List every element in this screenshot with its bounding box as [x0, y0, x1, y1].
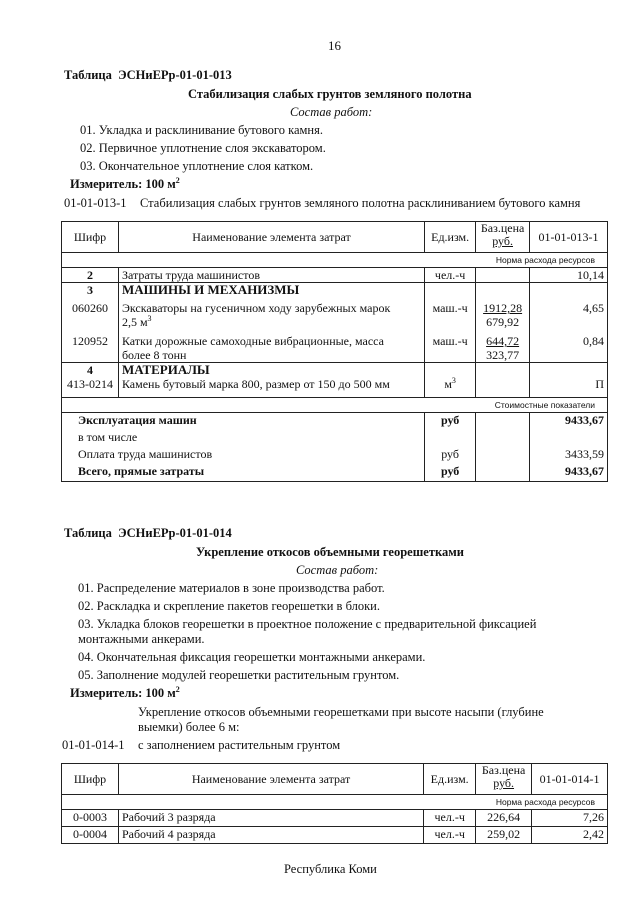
table1-item-code: 01-01-013-1 [64, 196, 127, 210]
row-price: 259,02 [476, 827, 532, 844]
row-name: Экскаваторы на гусеничном ходу зарубежных марок 2,5 $м^3$ [118, 297, 424, 329]
table2-work-heading: Состав работ: [296, 563, 379, 577]
table2-group-desc-1: Укрепление откосов объемными георешетками при высоте насыпи (глубине [138, 705, 544, 719]
row-name: МАШИНЫ И МЕХАНИЗМЫ [118, 283, 424, 298]
header-code: Шифр [62, 222, 119, 253]
header-unit: Ед.изм. [425, 222, 476, 253]
row-name: МАТЕРИАЛЫ [118, 363, 424, 378]
row-unit: чел.-ч [424, 810, 476, 827]
table2-group-desc-2: выемки) более 6 м: [138, 720, 240, 734]
row-code: 060260 [62, 297, 119, 329]
cost-unit: руб [425, 412, 476, 430]
cost-name: Оплата труда машинистов [62, 447, 425, 464]
table1 [61, 221, 608, 482]
table1-title: Стабилизация слабых грунтов земляного полотна [188, 87, 472, 101]
row-unit: маш.-ч [425, 329, 476, 363]
table2-work-5: 05. Заполнение модулей георешетки растительным грунтом. [78, 668, 400, 682]
table1-label: Таблица [64, 68, 112, 82]
row-code: 413-0214 [62, 377, 119, 397]
row-name: Катки дорожные самоходные вибрационные, масса более 8 тонн [118, 329, 424, 363]
table2-header-row [62, 764, 608, 795]
table-row [62, 810, 608, 827]
row-price: 644,72 323,77 [476, 329, 530, 363]
row-unit: маш.-ч [425, 297, 476, 329]
row-value: 2,42 [532, 827, 608, 844]
header-unit: Ед.изм. [424, 764, 476, 795]
cost-name: Всего, прямые затраты [62, 464, 425, 481]
cost-unit: руб [425, 447, 476, 464]
row-code: 0-0003 [62, 810, 119, 827]
cost-value: 9433,67 [530, 464, 608, 481]
table1-work-3: 03. Окончательное уплотнение слоя катком. [80, 159, 314, 173]
table-row [62, 329, 608, 363]
row-code: 4 [62, 363, 119, 378]
cost-row [62, 464, 608, 481]
footer-region: Республика Коми [284, 862, 377, 876]
cost-name: в том числе [62, 430, 425, 447]
table1-item-desc: Стабилизация слабых грунтов земляного полотна расклиниванием бутового камня [140, 196, 581, 210]
page-number: 16 [328, 38, 341, 53]
header-code: Шифр [62, 764, 119, 795]
cost-row [62, 412, 608, 430]
cost-row [62, 430, 608, 447]
row-code: 3 [62, 283, 119, 298]
header-name: Наименование элемента затрат [118, 222, 424, 253]
norm-row [62, 253, 608, 268]
table2-meter: Измеритель: 100 $м^2$ [70, 684, 180, 700]
table2-work-2: 02. Раскладка и скрепление пакетов георешетки в блоки. [78, 599, 380, 613]
row-name: Камень бутовый марка 800, размер от 150 до 500 мм [118, 377, 424, 397]
table2-work-3: 03. Укладка блоков георешетки в проектное положение с предварительной фиксацией [78, 617, 537, 631]
cost-value: 3433,59 [530, 447, 608, 464]
table-row [62, 827, 608, 844]
table2-label: Таблица [64, 526, 112, 540]
header-price: Баз.цена руб. [476, 764, 532, 795]
row-unit: $м^3$ [425, 377, 476, 397]
table-row [62, 297, 608, 329]
cost-label-row [62, 397, 608, 412]
table1-work-2: 02. Первичное уплотнение слоя экскаватором. [80, 141, 326, 155]
cost-unit: руб [425, 464, 476, 481]
row-code: 120952 [62, 329, 119, 363]
table2-item-code: 01-01-014-1 [62, 738, 125, 752]
table1-code: ЭСНиЕРр-01-01-013 [118, 68, 232, 82]
table2-work-3-cont: монтажными анкерами. [78, 632, 205, 646]
header-name: Наименование элемента затрат [118, 764, 423, 795]
row-price: 1912,28 679,92 [476, 297, 530, 329]
row-value: 0,84 [530, 329, 608, 363]
row-code: 0-0004 [62, 827, 119, 844]
table1-meter: Измеритель: 100 $м^2$ [70, 175, 180, 191]
table2-work-1: 01. Распределение материалов в зоне производства работ. [78, 581, 385, 595]
cost-value: 9433,67 [530, 412, 608, 430]
cost-name: Эксплуатация машин [62, 412, 425, 430]
norm-row [62, 795, 608, 810]
row-unit: чел.-ч [425, 268, 476, 283]
row-name: Рабочий 3 разряда [118, 810, 423, 827]
row-price: 226,64 [476, 810, 532, 827]
row-name: Затраты труда машинистов [118, 268, 424, 283]
table-row [62, 363, 608, 378]
table2-title: Укрепление откосов объемными георешетками [196, 545, 464, 559]
table1-work-1: 01. Укладка и расклинивание бутового камня. [80, 123, 323, 137]
cost-row [62, 447, 608, 464]
row-value: 7,26 [532, 810, 608, 827]
table2-work-4: 04. Окончательная фиксация георешетки монтажными анкерами. [78, 650, 426, 664]
table2-heading [64, 526, 232, 541]
header-column: 01-01-013-1 [530, 222, 608, 253]
row-code: 2 [62, 268, 119, 283]
row-name: Рабочий 4 разряда [118, 827, 423, 844]
table-row [62, 377, 608, 397]
table1-work-heading: Состав работ: [290, 105, 373, 119]
header-price: Баз.цена руб. [476, 222, 530, 253]
table1-header-row [62, 222, 608, 253]
cost-label: Стоимостные показатели [62, 397, 608, 412]
norm-label: Норма расхода ресурсов [62, 253, 608, 268]
table-row [62, 268, 608, 283]
table-row [62, 283, 608, 298]
row-value: 4,65 [530, 297, 608, 329]
table2-code: ЭСНиЕРр-01-01-014 [118, 526, 232, 540]
header-column: 01-01-014-1 [532, 764, 608, 795]
table1-heading [64, 68, 232, 83]
table2 [61, 763, 608, 844]
row-value: П [530, 377, 608, 397]
table2-item-desc: с заполнением растительным грунтом [138, 738, 341, 752]
row-value: 10,14 [530, 268, 608, 283]
row-unit: чел.-ч [424, 827, 476, 844]
norm-label: Норма расхода ресурсов [62, 795, 608, 810]
